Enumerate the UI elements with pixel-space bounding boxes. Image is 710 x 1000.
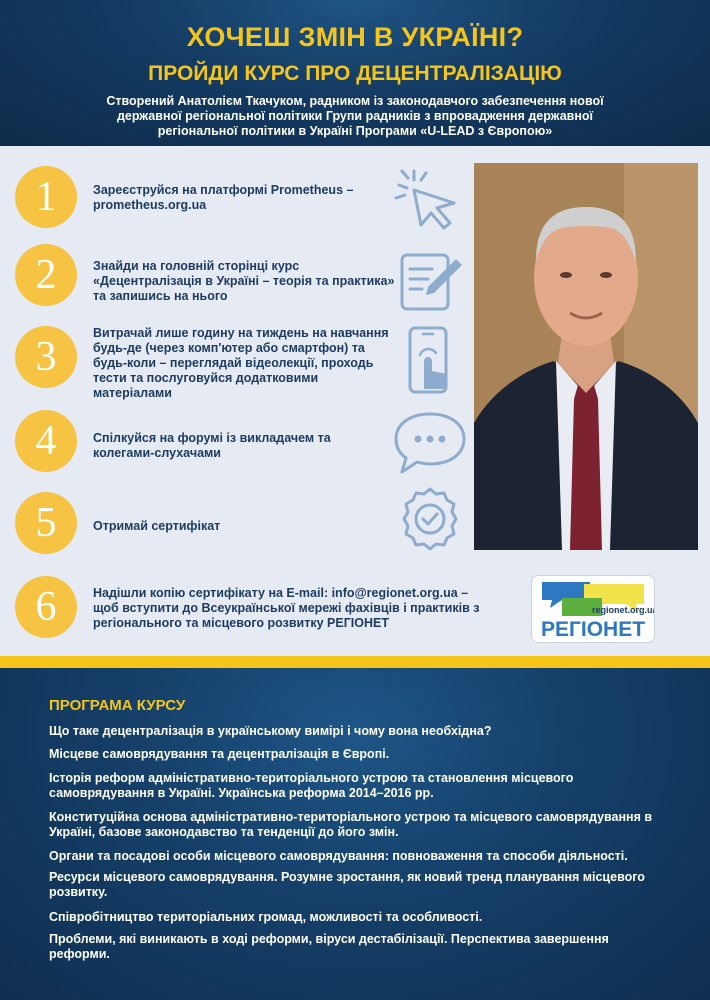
step-number-circle: 6 <box>15 576 77 638</box>
step-number-circle: 2 <box>15 244 77 306</box>
author-description: Створений Анатолієм Ткачуком, радником із законодавчого забезпечення нової державної регіональної політики Групи радників з впровадження державної регіональної політики в Україні Програми «U-LEAD з Європою» <box>106 94 604 138</box>
program-item: Що таке децентралізація в українському вимірі і чому вона необхідна? <box>49 724 492 738</box>
page-title: ХОЧЕШ ЗМІН В УКРАЇНІ? <box>186 22 524 52</box>
step-text: Отримай сертифікат <box>93 519 221 533</box>
regionet-logo <box>531 575 655 643</box>
document-pen-icon <box>390 245 470 315</box>
program-item: Ресурси місцевого самоврядування. Розумне зростання, як новий тренд планування місцевого розвитку. <box>49 870 645 899</box>
header-banner <box>0 0 710 146</box>
step-text: Знайди на головній сторінці курс «Децентралізація в Україні – теорія та практика» та запишись на нього <box>93 259 395 303</box>
chat-bubble-icon <box>390 408 470 478</box>
page-subtitle: ПРОЙДИ КУРС ПРО ДЕЦЕНТРАЛІЗАЦІЮ <box>148 62 562 85</box>
program-item: Проблеми, які виникають в ході реформи, віруси дестабілізації. Перспектива завершення реформи. <box>49 932 609 961</box>
program-item: Органи та посадові особи місцевого самоврядування: повноваження та способи діяльності. <box>49 849 628 863</box>
logo-name: РЕГІОНЕТ <box>540 618 646 641</box>
step-number-circle: 5 <box>15 492 77 554</box>
step-number-circle: 3 <box>15 326 77 388</box>
step-text: Зареєструйся на платформі Prometheus – prometheus.org.ua <box>93 183 354 212</box>
step-number-circle: 4 <box>15 410 77 472</box>
step-text: Надішли копію сертифікату на E-mail: info@regionet.org.ua – щоб вступити до Всеукраїнської мережі фахівців і практиків з регіонального та місцевого розвитку РЕГІОНЕТ <box>93 586 480 630</box>
author-photo <box>474 163 698 550</box>
step-text: Витрачай лише годину на тиждень на навчання будь-де (через комп'ютер або смартфон) та будь-коли – переглядай відеолекції, проходь тести та послуговуйся додатковими матеріалами <box>93 326 389 400</box>
program-title: ПРОГРАМА КУРСУ <box>49 697 186 714</box>
yellow-divider <box>0 656 710 668</box>
logo-url: regionet.org.ua <box>592 605 654 615</box>
step-number-circle: 1 <box>15 166 77 228</box>
certificate-badge-icon <box>390 485 470 555</box>
program-item: Співробітництво територіальних громад, можливості та особливості. <box>49 910 483 924</box>
program-item: Історія реформ адміністративно-територіального устрою та становлення місцевого самоврядування в Україні. Українська реформа 2014–2016 рр. <box>49 771 574 800</box>
cursor-click-icon <box>390 163 470 233</box>
step-text: Спілкуйся на форумі із викладачем та колегами-слухачами <box>93 431 331 460</box>
smartphone-touch-icon <box>390 325 470 395</box>
program-item: Конституційна основа адміністративно-територіального устрою та місцевого самоврядування в Україні, базове законодавство та тенденції до його змін. <box>49 810 653 839</box>
program-item: Місцеве самоврядування та децентралізація в Європі. <box>49 747 390 761</box>
